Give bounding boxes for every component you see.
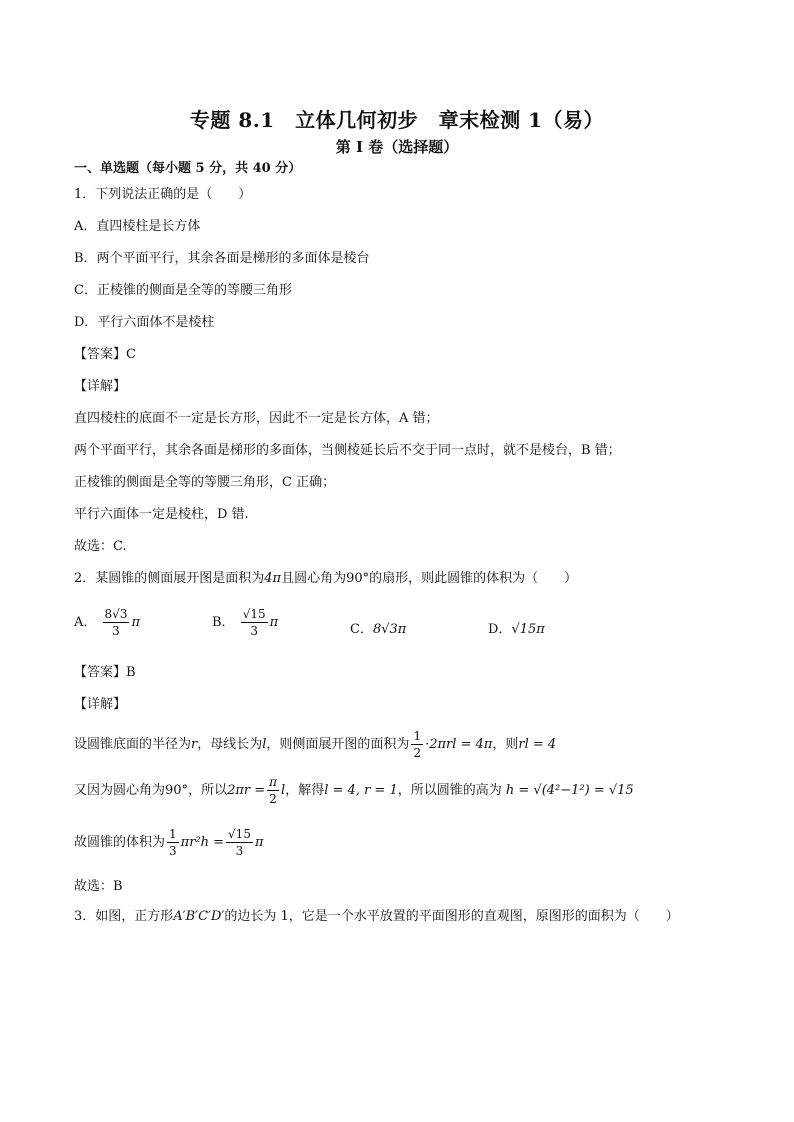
q3-stem: 3．如图，正方形A′B′C′D′的边长为 1，它是一个水平放置的平面图形的直观图，原图形的面积为（ ）: [74, 909, 679, 924]
q1-answer: 【答案】C: [74, 347, 136, 362]
document-title: 专题 8.1 立体几何初步 章末检测 1（易）: [189, 108, 605, 132]
q2-solution-line-3: 故圆锥的体积为 $\frac{1}{3}$ πr²h = $\frac{√15}{3}$ π: [74, 827, 264, 858]
q2-solution-line-1: 设圆锥底面的半径为r，母线长为l，则侧面展开图的面积为 $\frac{1}{2}$ ·2πrl = 4π，则rl = 4: [74, 729, 557, 760]
q1-option-b: B．两个平面平行，其余各面是梯形的多面体是棱台: [74, 251, 370, 266]
q1-detail-label: 【详解】: [74, 379, 127, 394]
q2-detail-label: 【详解】: [74, 697, 127, 712]
q2-option-a: A． $\frac{8√3}{3}$ π: [74, 607, 140, 638]
q2-option-c: C．8√3π: [350, 622, 407, 637]
section-heading: 一、单选题（每小题 5 分，共 40 分）: [74, 161, 302, 176]
q1-explanation-4: 平行六面体一定是棱柱，D 错.: [74, 507, 249, 522]
document-subtitle: 第 I 卷（选择题）: [335, 138, 459, 156]
q2-stem: 2．某圆锥的侧面展开图是面积为4π且圆心角为90°的扇形，则此圆锥的体积为（ ）: [74, 571, 578, 586]
q2-option-b: B． $\frac{√15}{3}$ π: [212, 607, 279, 638]
q1-explanation-3: 正棱锥的侧面是全等的等腰三角形，C 正确；: [74, 475, 336, 490]
q2-angle: 90°: [346, 571, 370, 586]
q2-conclusion: 故选：B: [74, 879, 123, 894]
q1-conclusion: 故选：C.: [74, 539, 127, 554]
q2-area: 4π: [264, 571, 282, 586]
q1-explanation-1: 直四棱柱的底面不一定是长方形，因此不一定是长方体，A 错；: [74, 411, 439, 426]
q2-option-d: D．√15π: [488, 622, 545, 637]
q2-answer: 【答案】B: [74, 665, 136, 680]
q1-explanation-2: 两个平面平行，其余各面是梯形的多面体，当侧棱延长后不交于同一点时，就不是棱台，B 错；: [74, 443, 621, 458]
q1-option-a: A．直四棱柱是长方体: [74, 219, 201, 234]
q1-option-c: C．正棱锥的侧面是全等的等腰三角形: [74, 283, 292, 298]
q2-solution-line-2: 又因为圆心角为90°，所以2πr = $\frac{\pi}{2}$ l，解得l = 4, r = 1，所以圆锥的高为 h = √(4²−1²) = √15: [74, 775, 634, 806]
q1-stem: 1．下列说法正确的是（ ）: [74, 187, 252, 202]
q3-square-name: A′B′C′D′: [173, 909, 225, 924]
q1-option-d: D．平行六面体不是棱柱: [74, 315, 215, 330]
